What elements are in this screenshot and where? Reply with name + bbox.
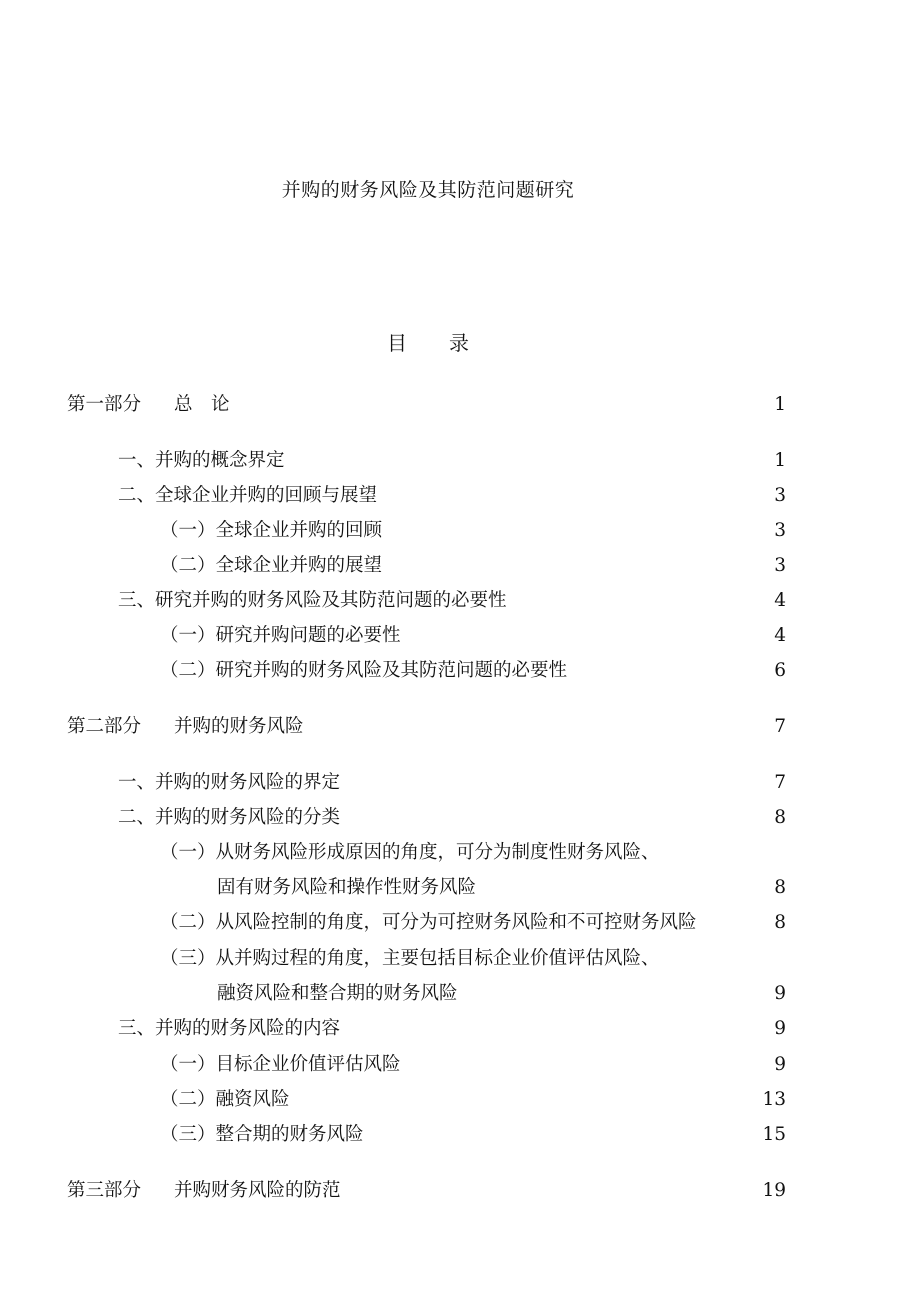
toc-page-number: 8 <box>774 877 786 898</box>
toc-entry[interactable] <box>0 837 920 869</box>
toc-part-1[interactable] <box>0 389 920 421</box>
toc-entry-text: 三、并购的财务风险的内容 <box>118 1018 341 1039</box>
toc-page-number: 4 <box>774 625 786 646</box>
toc-entry[interactable] <box>0 585 920 617</box>
toc-entry[interactable] <box>0 802 920 834</box>
toc-entry[interactable] <box>0 550 920 582</box>
toc-page-number: 15 <box>762 1124 786 1145</box>
toc-entry-text: （三）从并购过程的角度，主要包括目标企业价值评估风险、 <box>160 948 660 969</box>
toc-page-number: 8 <box>774 807 786 828</box>
toc-page-number: 7 <box>774 716 786 737</box>
toc-page-number: 3 <box>774 520 786 541</box>
toc-part-label: 第三部分 <box>67 1180 142 1201</box>
toc-entry[interactable] <box>0 445 920 477</box>
toc-page-number: 3 <box>774 485 786 506</box>
toc-entry-text: （二）从风险控制的角度，可分为可控财务风险和不可控财务风险 <box>160 912 697 933</box>
toc-entry-text: 固有财务风险和操作性财务风险 <box>217 877 477 898</box>
toc-entry-continuation[interactable] <box>0 872 920 904</box>
toc-page-number: 4 <box>774 590 786 611</box>
toc-entry[interactable] <box>0 1049 920 1081</box>
toc-entry[interactable] <box>0 1119 920 1151</box>
toc-part-title: 并购财务风险的防范 <box>174 1180 341 1201</box>
toc-entry-text: （二）融资风险 <box>160 1089 290 1110</box>
toc-page-number: 6 <box>774 660 786 681</box>
toc-entry[interactable] <box>0 480 920 512</box>
toc-page-number: 7 <box>774 772 786 793</box>
toc-entry-continuation[interactable] <box>0 978 920 1010</box>
toc-part-label: 第一部分 <box>67 394 142 415</box>
toc-entry-text: 二、全球企业并购的回顾与展望 <box>118 485 378 506</box>
document-title: 并购的财务风险及其防范问题研究 <box>281 179 575 201</box>
toc-page-number: 1 <box>774 450 786 471</box>
toc-page-number: 1 <box>774 394 786 415</box>
toc-entry-text: 融资风险和整合期的财务风险 <box>217 983 458 1004</box>
toc-part-title: 并购的财务风险 <box>174 716 304 737</box>
toc-heading-right: 录 <box>449 331 469 355</box>
toc-page-number: 9 <box>774 983 786 1004</box>
toc-entry-text: （一）从财务风险形成原因的角度，可分为制度性财务风险、 <box>160 842 660 863</box>
toc-entry[interactable] <box>0 767 920 799</box>
toc-entry-text: （三）整合期的财务风险 <box>160 1124 364 1145</box>
toc-page-number: 13 <box>762 1089 786 1110</box>
toc-entry[interactable] <box>0 1084 920 1116</box>
toc-entry[interactable] <box>0 515 920 547</box>
toc-entry[interactable] <box>0 655 920 687</box>
toc-entry-text: 一、并购的财务风险的界定 <box>118 772 341 793</box>
toc-entry[interactable] <box>0 943 920 975</box>
toc-entry-text: （一）目标企业价值评估风险 <box>160 1054 401 1075</box>
toc-heading-left: 目 <box>387 331 407 355</box>
toc-entry-text: （二）研究并购的财务风险及其防范问题的必要性 <box>160 660 568 681</box>
toc-entry-text: 三、研究并购的财务风险及其防范问题的必要性 <box>118 590 507 611</box>
toc-entry[interactable] <box>0 907 920 939</box>
toc-part-3[interactable] <box>0 1175 920 1207</box>
toc-page-number: 8 <box>774 912 786 933</box>
toc-page-number: 19 <box>762 1180 786 1201</box>
toc-part-title: 总 论 <box>174 394 230 415</box>
toc-entry-text: （一）全球企业并购的回顾 <box>160 520 383 541</box>
toc-entry[interactable] <box>0 1013 920 1045</box>
toc-page-number: 3 <box>774 555 786 576</box>
toc-part-2[interactable] <box>0 711 920 743</box>
toc-page-number: 9 <box>774 1018 786 1039</box>
toc-entry-text: （二）全球企业并购的展望 <box>160 555 383 576</box>
toc-part-label: 第二部分 <box>67 716 142 737</box>
toc-entry-text: 二、并购的财务风险的分类 <box>118 807 341 828</box>
toc-page-number: 9 <box>774 1054 786 1075</box>
toc-entry-text: （一）研究并购问题的必要性 <box>160 625 401 646</box>
toc-entry-text: 一、并购的概念界定 <box>118 450 285 471</box>
toc-entry[interactable] <box>0 620 920 652</box>
